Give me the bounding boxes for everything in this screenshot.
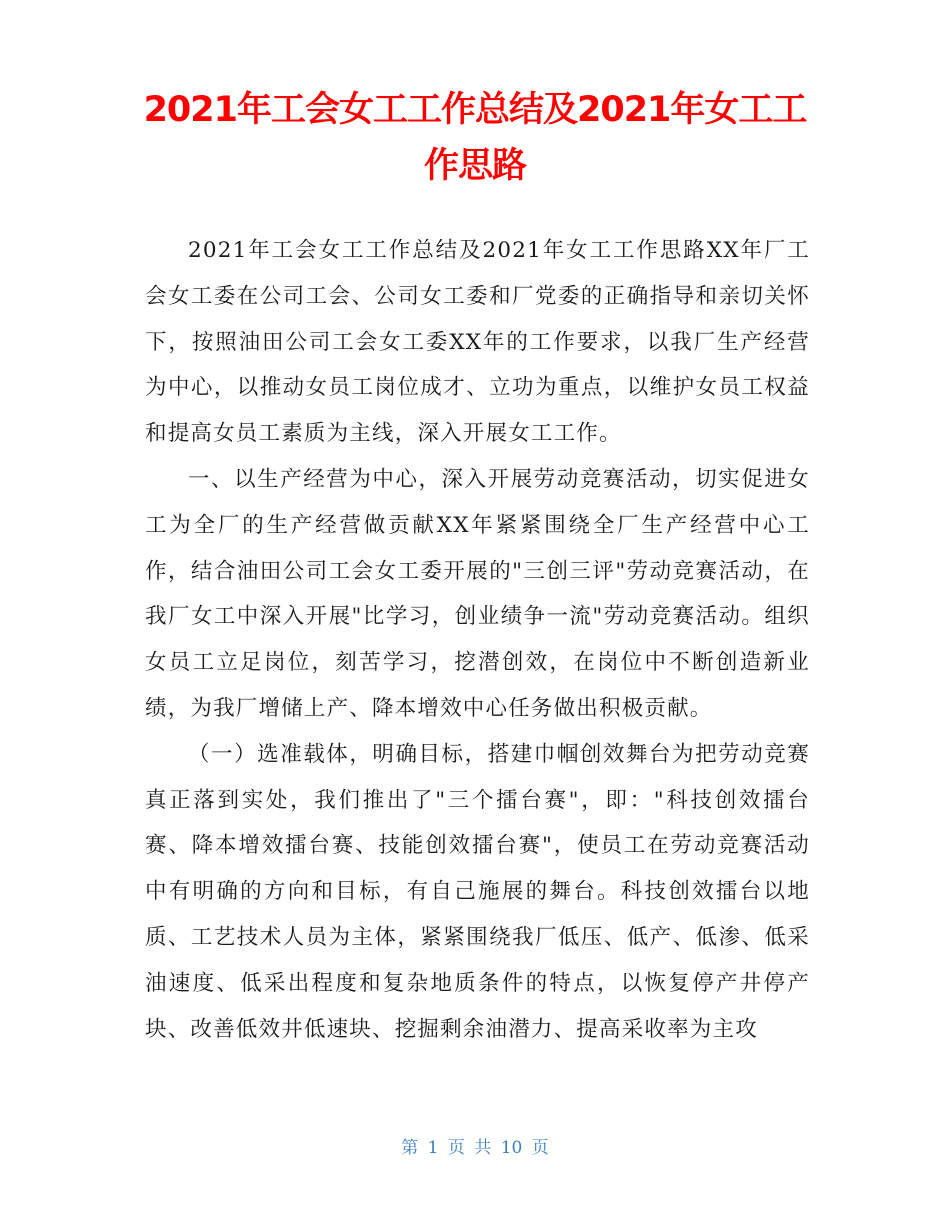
paragraph-section-1: 一、以生产经营为中心，深入开展劳动竞赛活动，切实促进女工为全厂的生产经营做贡献XX年紧紧围绕全厂生产经营中心工作，结合油田公司工会女工委开展的"三创三评"劳动竞赛活动，在我厂女工中深入开展"比学习，创业绩争一流"劳动竞赛活动。组织女员工立足岗位，刻苦学习，挖潜创效，在岗位中不断创造新业绩，为我厂增储上产、降本增效中心任务做出积极贡献。 <box>145 466 810 721</box>
paragraph-intro: 2021年工会女工工作总结及2021年女工工作思路XX年厂工会女工委在公司工会、公司女工委和厂党委的正确指导和亲切关怀下，按照油田公司工会女工委XX年的工作要求，以我厂生产经营为中心，以推动女员工岗位成才、立功为重点，以维护女员工权益和提高女员工素质为主线，深入开展女工工作。 <box>145 238 810 447</box>
paragraph-subsection-1: （一）选准载体，明确目标，搭建巾帼创效舞台为把劳动竞赛真正落到实处，我们推出了"三个擂台赛"，即："科技创效擂台赛、降本增效擂台赛、技能创效擂台赛"，使员工在劳动竞赛活动中有明确的方向和目标，有自己施展的舞台。科技创效擂台以地质、工艺技术人员为主体，紧紧围绕我厂低压、低产、低渗、低采油速度、低采出程度和复杂地质条件的特点，以恢复停产井停产块、改善低效井低速块、挖掘剩余油潜力、提高采收率为主攻 <box>145 741 810 1042</box>
page-number-footer: 第 1 页 共 10 页 <box>401 1138 549 1158</box>
document-title: 2021年工会女工工作总结及2021年女工工作思路 <box>143 90 807 186</box>
document-body <box>145 228 810 1052</box>
